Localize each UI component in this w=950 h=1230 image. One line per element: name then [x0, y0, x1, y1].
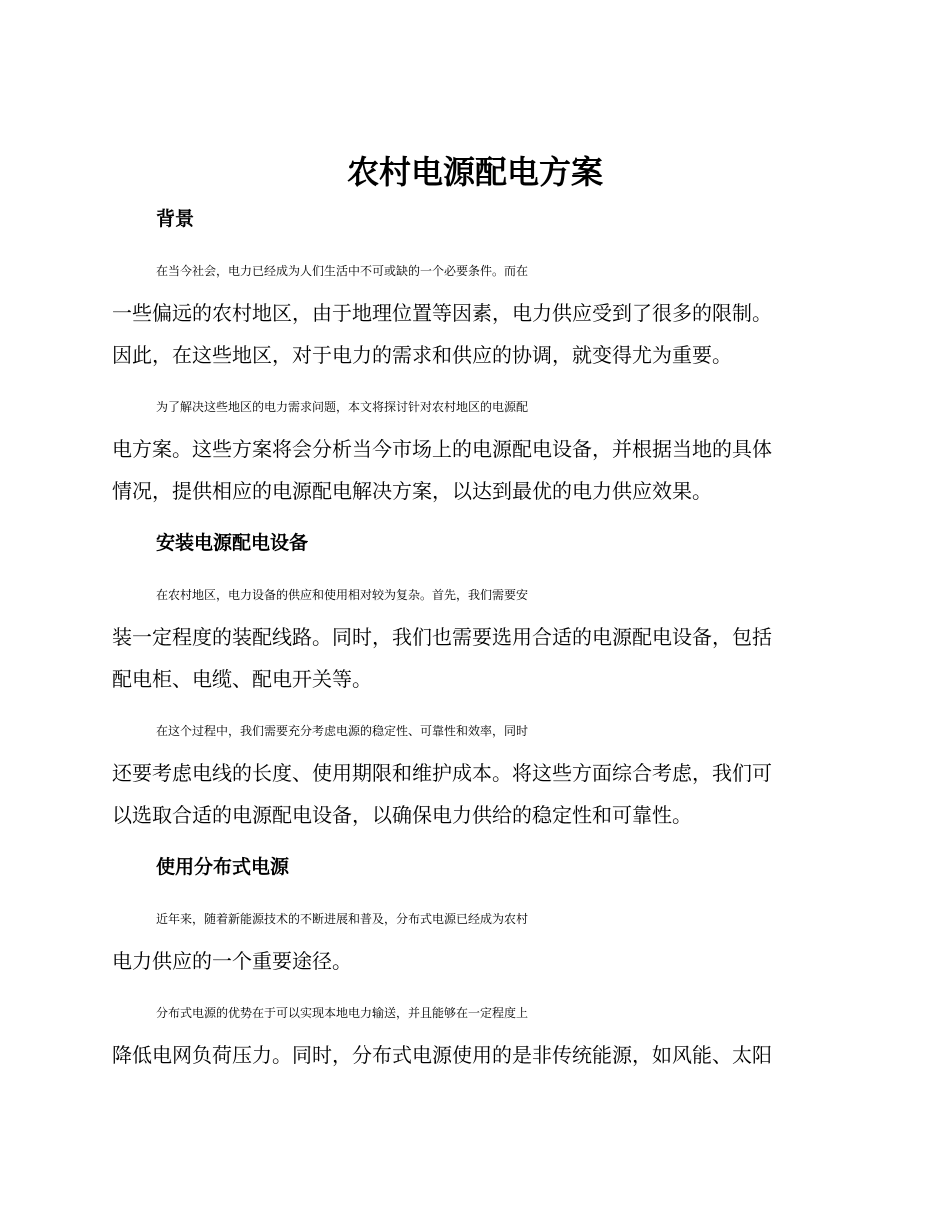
section-install-equipment: [112, 522, 832, 836]
text-line: 在这个过程中，我们需要充分考虑电源的稳定性、可靠性和效率，同时: [156, 724, 529, 738]
paragraph: [112, 710, 832, 836]
section-heading: 背景: [156, 208, 195, 230]
section-heading: 安装电源配电设备: [156, 532, 309, 554]
text-line: 装一定程度的装配线路。同时，我们也需要选用合适的电源配电设备，包括: [112, 625, 772, 649]
text-line: 在农村地区，电力设备的供应和使用相对较为复杂。首先，我们需要安: [156, 588, 529, 602]
text-line: 还要考虑电线的长度、使用期限和维护成本。将这些方面综合考虑，我们可: [112, 761, 772, 785]
paragraph: [112, 386, 832, 512]
text-line: 电方案。这些方案将会分析当今市场上的电源配电设备，并根据当地的具体: [112, 437, 772, 461]
text-line: 情况，提供相应的电源配电解决方案，以达到最优的电力供应效果。: [112, 479, 712, 503]
text-line: 电力供应的一个重要途径。: [112, 949, 352, 973]
paragraph: [112, 250, 832, 376]
text-line: 因此，在这些地区，对于电力的需求和供应的协调，就变得尤为重要。: [112, 343, 732, 367]
section-background: [112, 198, 832, 512]
text-line: 一些偏远的农村地区，由于地理位置等因素，电力供应受到了很多的限制。: [112, 301, 772, 325]
text-line: 在当今社会，电力已经成为人们生活中不可或缺的一个必要条件。而在: [156, 264, 529, 278]
text-line: 近年来，随着新能源技术的不断进展和普及，分布式电源已经成为农村: [156, 912, 529, 926]
text-line: 分布式电源的优势在于可以实现本地电力输送，并且能够在一定程度上: [156, 1006, 529, 1020]
section-distributed-power: [112, 846, 832, 1076]
paragraph: [112, 574, 832, 700]
text-line: 以选取合适的电源配电设备，以确保电力供给的稳定性和可靠性。: [112, 803, 692, 827]
document-body: [112, 198, 832, 1086]
paragraph: [112, 992, 832, 1076]
paragraph: [112, 898, 832, 982]
text-line: 为了解决这些地区的电力需求问题，本文将探讨针对农村地区的电源配: [156, 400, 529, 414]
text-line: 配电柜、电缆、配电开关等。: [112, 667, 372, 691]
document-title: 农村电源配电方案: [346, 153, 603, 191]
text-line: 降低电网负荷压力。同时，分布式电源使用的是非传统能源，如风能、太阳: [112, 1043, 772, 1067]
section-heading: 使用分布式电源: [156, 856, 290, 878]
